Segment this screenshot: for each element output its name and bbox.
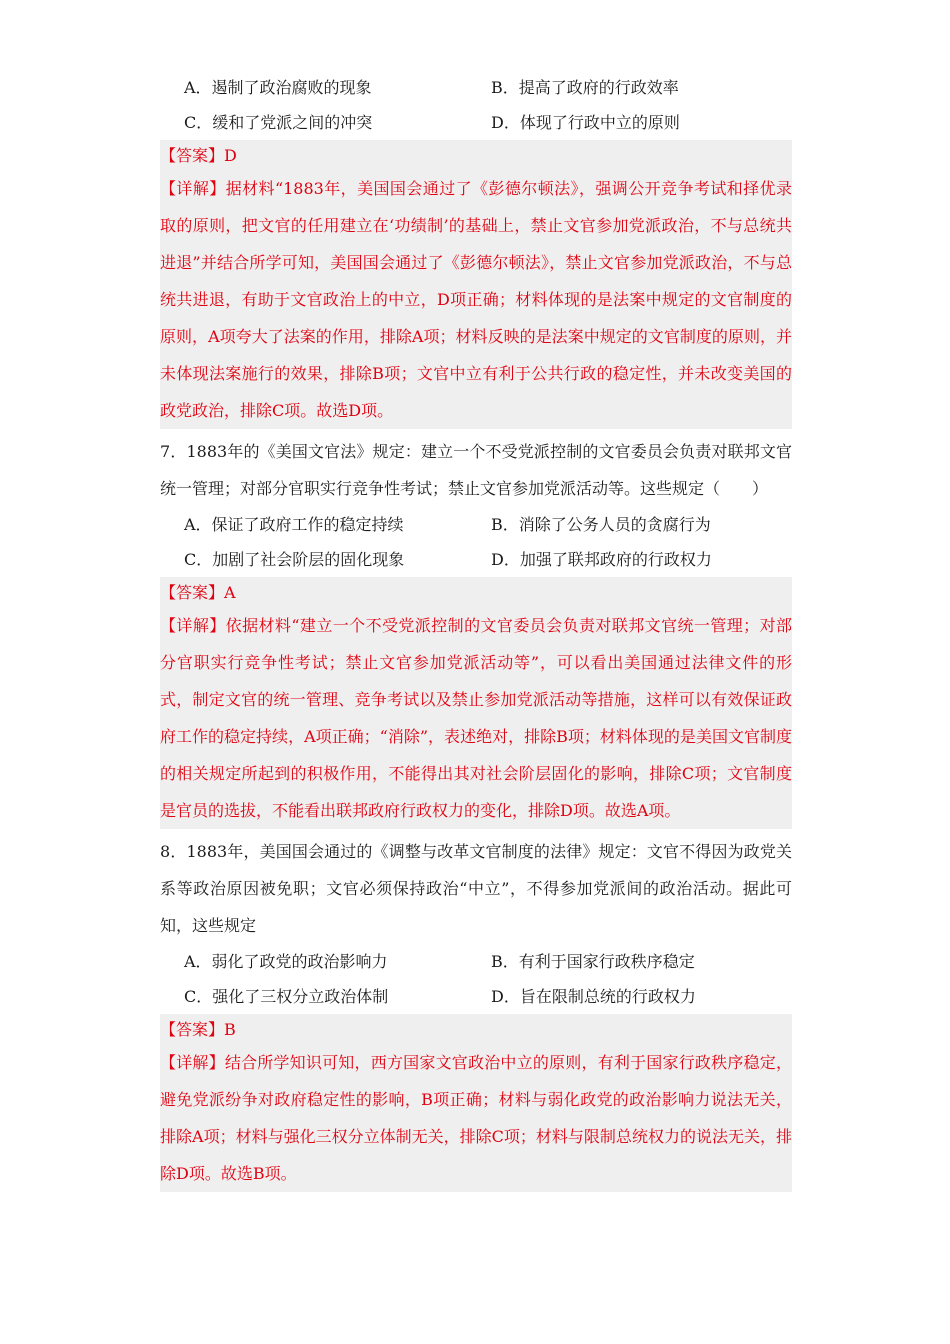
q6-option-c[interactable]: C．缓和了党派之间的冲突 [184, 113, 373, 132]
q7-answer: 【答案】A [160, 583, 236, 602]
q8-option-a[interactable]: A．弱化了政党的政治影响力 [184, 952, 388, 971]
q7-answer-block [160, 577, 792, 829]
q6-option-d[interactable]: D．体现了行政中立的原则 [491, 113, 680, 132]
q8-answer-block [160, 1014, 792, 1192]
q8-detail-label: 【详解】 [160, 1053, 225, 1072]
q8-options-row-1 [160, 944, 792, 979]
q6-detail-label: 【详解】 [160, 179, 226, 198]
q8-detail-text: 结合所学知识可知，西方国家文官政治中立的原则，有利于国家行政秩序稳定，避免党派纷争对政府稳定性的影响，B项正确；材料与弱化政党的政治影响力说法无关，排除A项；材料与强化三权分立体制无关，排除C项；材料与限制总统权力的说法无关，排除D项。故选B项。 [160, 1053, 792, 1183]
q8-option-b[interactable]: B．有利于国家行政秩序稳定 [491, 952, 695, 971]
q7-option-b[interactable]: B．消除了公务人员的贪腐行为 [491, 515, 711, 534]
q7-detail [160, 607, 792, 829]
q8-option-d[interactable]: D．旨在限制总统的行政权力 [491, 987, 696, 1006]
q6-answer-block [160, 140, 792, 429]
q7-detail-text: 依据材料“建立一个不受党派控制的文官委员会负责对联邦文官统一管理；对部分官职实行竞争性考试；禁止文官参加党派活动等”，可以看出美国通过法律文件的形式，制定文官的统一管理、竞争考试以及禁止参加党派活动等措施，这样可以有效保证政府工作的稳定持续，A项正确；“消除”，表述绝对，排除B项；材料体现的是美国文官制度的相关规定所起到的积极作用，不能得出其对社会阶层固化的影响，排除C项；文官制度是官员的选拔，不能看出联邦政府行政权力的变化，排除D项。故选A项。 [160, 616, 792, 820]
q6-option-a[interactable]: A．遏制了政治腐败的现象 [184, 78, 372, 97]
q8-answer: 【答案】B [160, 1020, 236, 1039]
q7-option-d[interactable]: D．加强了联邦政府的行政权力 [491, 550, 712, 569]
q6-options-row-1 [160, 70, 792, 105]
q8-stem: 8．1883年，美国国会通过的《调整与改革文官制度的法律》规定：文官不得因为政党关系等政治原因被免职；文官必须保持政治“中立”，不得参加党派间的政治活动。据此可知，这些规定 [160, 842, 792, 935]
q7-detail-label: 【详解】 [160, 616, 226, 635]
q6-detail-text: 据材料“1883年，美国国会通过了《彭德尔顿法》，强调公开竞争考试和择优录取的原则，把文官的任用建立在‘功绩制’的基础上，禁止文官参加党派政治，不与总统共进退”并结合所学可知，美国国会通过了《彭德尔顿法》，禁止文官参加党派政治，不与总统共进退，有助于文官政治上的中立，D项正确；材料体现的是法案中规定的文官制度的原则，A项夸大了法案的作用，排除A项；材料反映的是法案中规定的文官制度的原则，并未体现法案施行的效果，排除B项；文官中立有利于公共行政的稳定性，并未改变美国的政党政治，排除C项。故选D项。 [160, 179, 792, 420]
q6-option-b[interactable]: B．提高了政府的行政效率 [491, 78, 679, 97]
q8-detail [160, 1044, 792, 1192]
q8-option-c[interactable]: C．强化了三权分立政治体制 [184, 987, 389, 1006]
q6-answer: 【答案】D [160, 146, 237, 165]
q6-detail [160, 170, 792, 429]
q7-options-row-2 [160, 542, 792, 577]
q6-options-row-2 [160, 105, 792, 140]
q8-options-row-2 [160, 979, 792, 1014]
q7-option-c[interactable]: C．加剧了社会阶层的固化现象 [184, 550, 405, 569]
q7-stem: 7．1883年的《美国文官法》规定：建立一个不受党派控制的文官委员会负责对联邦文官统一管理；对部分官职实行竞争性考试；禁止文官参加党派活动等。这些规定（ ） [160, 442, 792, 498]
document-page [160, 70, 792, 1196]
q7-options-row-1 [160, 507, 792, 542]
q7-option-a[interactable]: A．保证了政府工作的稳定持续 [184, 515, 404, 534]
